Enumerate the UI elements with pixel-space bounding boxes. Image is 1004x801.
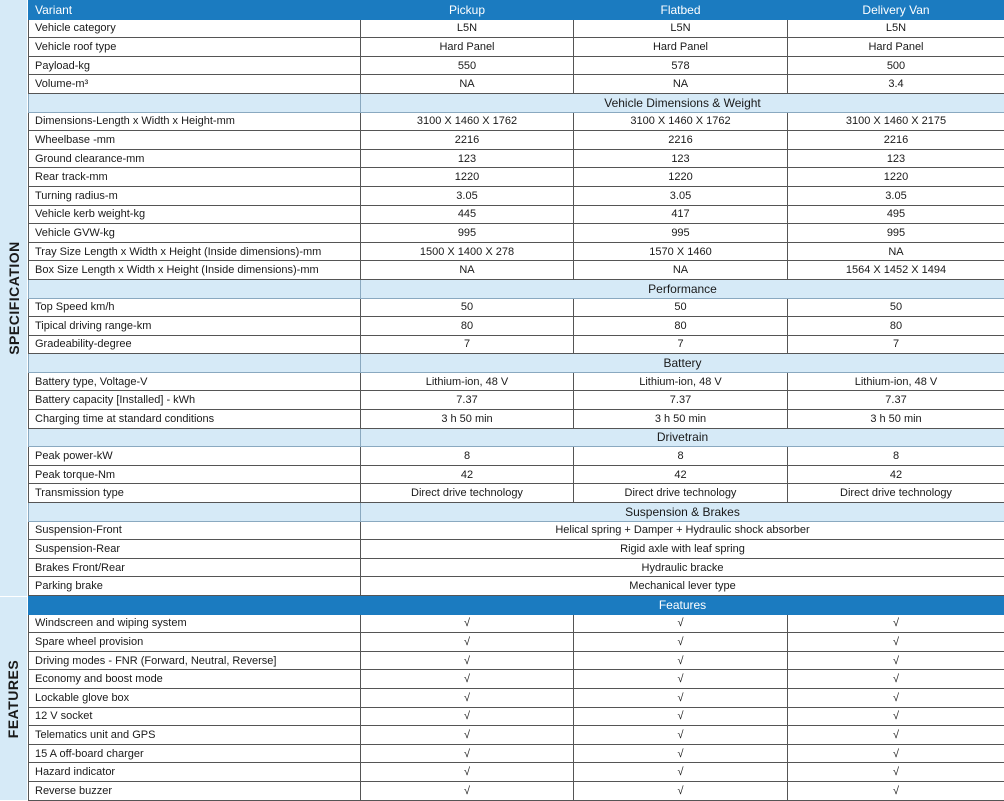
row-value: 3.05	[361, 186, 574, 205]
feature-row	[29, 651, 1004, 670]
row-value: 123	[574, 149, 788, 168]
table-row	[29, 38, 1004, 57]
row-value: 50	[574, 298, 788, 317]
row-label: Transmission type	[29, 484, 361, 503]
table-row	[29, 410, 1004, 429]
table-row	[29, 224, 1004, 243]
row-value: L5N	[788, 19, 1004, 38]
section-header-spacer	[29, 428, 361, 447]
row-value: 3100 X 1460 X 1762	[361, 112, 574, 131]
check-icon: √	[574, 726, 788, 745]
row-value: 80	[788, 317, 1004, 336]
row-label: Parking brake	[29, 577, 361, 596]
section-header-row	[29, 428, 1004, 447]
check-icon: √	[574, 781, 788, 800]
section-title: Performance	[361, 279, 1004, 298]
row-label: Vehicle GVW-kg	[29, 224, 361, 243]
variant-header-label: Variant	[29, 1, 361, 20]
feature-label: Spare wheel provision	[29, 633, 361, 652]
row-value: 1564 X 1452 X 1494	[788, 261, 1004, 280]
side-label-features	[0, 597, 27, 800]
row-label: Box Size Length x Width x Height (Inside dimensions)-mm	[29, 261, 361, 280]
row-value: 50	[361, 298, 574, 317]
feature-row	[29, 763, 1004, 782]
row-value: 2216	[361, 131, 574, 150]
table-row	[29, 298, 1004, 317]
check-icon: √	[361, 651, 574, 670]
check-icon: √	[788, 670, 1004, 689]
row-label: Battery capacity [Installed] - kWh	[29, 391, 361, 410]
check-icon: √	[788, 633, 1004, 652]
side-label-specification-text: SPECIFICATION	[6, 241, 22, 355]
section-header-row	[29, 279, 1004, 298]
row-label: Top Speed km/h	[29, 298, 361, 317]
row-value: Lithium-ion, 48 V	[574, 372, 788, 391]
row-label: Peak power-kW	[29, 447, 361, 466]
row-value: 2216	[788, 131, 1004, 150]
section-header-spacer	[29, 279, 361, 298]
row-value: 80	[361, 317, 574, 336]
table-row	[29, 242, 1004, 261]
row-value: 7	[788, 335, 1004, 354]
row-value: Hard Panel	[788, 38, 1004, 57]
row-value: 3100 X 1460 X 1762	[574, 112, 788, 131]
variant-header-cell: Pickup	[361, 1, 574, 20]
feature-row	[29, 688, 1004, 707]
table-row	[29, 335, 1004, 354]
check-icon: √	[788, 651, 1004, 670]
table-row	[29, 149, 1004, 168]
check-icon: √	[361, 633, 574, 652]
table-row	[29, 521, 1004, 540]
section-header-row	[29, 93, 1004, 112]
row-merged-value: Rigid axle with leaf spring	[361, 540, 1004, 559]
check-icon: √	[361, 744, 574, 763]
row-value: 7.37	[788, 391, 1004, 410]
section-header-spacer	[29, 93, 361, 112]
features-title: Features	[361, 596, 1004, 615]
row-value: L5N	[574, 19, 788, 38]
feature-label: 12 V socket	[29, 707, 361, 726]
check-icon: √	[788, 763, 1004, 782]
table-row	[29, 540, 1004, 559]
section-title: Suspension & Brakes	[361, 503, 1004, 522]
row-value: Hard Panel	[574, 38, 788, 57]
row-label: Wheelbase -mm	[29, 131, 361, 150]
row-value: Lithium-ion, 48 V	[361, 372, 574, 391]
row-value: Direct drive technology	[574, 484, 788, 503]
row-merged-value: Helical spring + Damper + Hydraulic shock absorber	[361, 521, 1004, 540]
row-value: 445	[361, 205, 574, 224]
row-value: 1220	[788, 168, 1004, 187]
row-label: Vehicle category	[29, 19, 361, 38]
row-value: 2216	[574, 131, 788, 150]
feature-label: Driving modes - FNR (Forward, Neutral, Reverse]	[29, 651, 361, 670]
row-value: 3 h 50 min	[788, 410, 1004, 429]
row-label: Vehicle kerb weight-kg	[29, 205, 361, 224]
row-value: 1570 X 1460	[574, 242, 788, 261]
row-value: NA	[361, 261, 574, 280]
row-label: Dimensions-Length x Width x Height-mm	[29, 112, 361, 131]
check-icon: √	[788, 688, 1004, 707]
section-header-row	[29, 354, 1004, 373]
row-value: 1220	[574, 168, 788, 187]
spec-table-body	[29, 1, 1004, 801]
row-value: 1220	[361, 168, 574, 187]
spec-table	[28, 0, 1004, 801]
feature-row	[29, 726, 1004, 745]
feature-label: Windscreen and wiping system	[29, 614, 361, 633]
row-value: NA	[574, 75, 788, 94]
check-icon: √	[361, 688, 574, 707]
side-label-specification	[0, 0, 27, 597]
row-label: Ground clearance-mm	[29, 149, 361, 168]
table-row	[29, 205, 1004, 224]
check-icon: √	[574, 651, 788, 670]
row-label: Charging time at standard conditions	[29, 410, 361, 429]
table-row	[29, 447, 1004, 466]
table-row	[29, 391, 1004, 410]
table-row	[29, 261, 1004, 280]
table-row	[29, 465, 1004, 484]
row-value: NA	[574, 261, 788, 280]
row-label: Suspension-Front	[29, 521, 361, 540]
row-value: L5N	[361, 19, 574, 38]
check-icon: √	[574, 614, 788, 633]
feature-label: Telematics unit and GPS	[29, 726, 361, 745]
row-label: Tray Size Length x Width x Height (Inside dimensions)-mm	[29, 242, 361, 261]
row-value: NA	[361, 75, 574, 94]
row-value: 7.37	[574, 391, 788, 410]
check-icon: √	[361, 707, 574, 726]
check-icon: √	[361, 763, 574, 782]
section-header-spacer	[29, 503, 361, 522]
check-icon: √	[361, 670, 574, 689]
row-value: 3 h 50 min	[361, 410, 574, 429]
row-label: Volume-m³	[29, 75, 361, 94]
row-value: 123	[361, 149, 574, 168]
row-value: 8	[788, 447, 1004, 466]
row-value: 42	[574, 465, 788, 484]
table-row	[29, 577, 1004, 596]
row-label: Battery type, Voltage-V	[29, 372, 361, 391]
row-value: Direct drive technology	[788, 484, 1004, 503]
row-value: 500	[788, 56, 1004, 75]
row-label: Gradeability-degree	[29, 335, 361, 354]
row-label: Rear track-mm	[29, 168, 361, 187]
row-value: 80	[574, 317, 788, 336]
row-value: Direct drive technology	[361, 484, 574, 503]
row-value: Hard Panel	[361, 38, 574, 57]
check-icon: √	[788, 781, 1004, 800]
side-label-features-text: FEATURES	[6, 659, 22, 737]
table-row	[29, 168, 1004, 187]
row-value: 50	[788, 298, 1004, 317]
row-label: Peak torque-Nm	[29, 465, 361, 484]
section-header-row	[29, 503, 1004, 522]
row-merged-value: Hydraulic bracke	[361, 558, 1004, 577]
row-value: 3.4	[788, 75, 1004, 94]
row-value: 495	[788, 205, 1004, 224]
row-value: 7	[574, 335, 788, 354]
feature-label: 15 A off-board charger	[29, 744, 361, 763]
section-title: Battery	[361, 354, 1004, 373]
check-icon: √	[361, 614, 574, 633]
variant-header-row	[29, 1, 1004, 20]
row-value: 8	[574, 447, 788, 466]
section-title: Vehicle Dimensions & Weight	[361, 93, 1004, 112]
row-value: 3.05	[574, 186, 788, 205]
check-icon: √	[574, 763, 788, 782]
check-icon: √	[788, 707, 1004, 726]
row-label: Payload-kg	[29, 56, 361, 75]
feature-label: Lockable glove box	[29, 688, 361, 707]
row-value: 42	[361, 465, 574, 484]
check-icon: √	[788, 726, 1004, 745]
check-icon: √	[788, 744, 1004, 763]
features-header-spacer	[29, 596, 361, 615]
feature-row	[29, 781, 1004, 800]
table-row	[29, 56, 1004, 75]
check-icon: √	[574, 707, 788, 726]
row-value: 995	[788, 224, 1004, 243]
row-value: 3100 X 1460 X 2175	[788, 112, 1004, 131]
row-value: 995	[574, 224, 788, 243]
table-row	[29, 484, 1004, 503]
feature-row	[29, 633, 1004, 652]
table-row	[29, 112, 1004, 131]
check-icon: √	[574, 688, 788, 707]
feature-label: Economy and boost mode	[29, 670, 361, 689]
row-value: 1500 X 1400 X 278	[361, 242, 574, 261]
feature-row	[29, 707, 1004, 726]
check-icon: √	[361, 726, 574, 745]
feature-row	[29, 614, 1004, 633]
table-row	[29, 75, 1004, 94]
row-value: 42	[788, 465, 1004, 484]
row-value: 417	[574, 205, 788, 224]
variant-header-cell: Flatbed	[574, 1, 788, 20]
check-icon: √	[574, 744, 788, 763]
table-row	[29, 372, 1004, 391]
table-row	[29, 131, 1004, 150]
feature-row	[29, 670, 1004, 689]
row-value: Lithium-ion, 48 V	[788, 372, 1004, 391]
feature-label: Hazard indicator	[29, 763, 361, 782]
feature-label: Reverse buzzer	[29, 781, 361, 800]
row-value: 3.05	[788, 186, 1004, 205]
row-value: 3 h 50 min	[574, 410, 788, 429]
section-title: Drivetrain	[361, 428, 1004, 447]
row-value: 550	[361, 56, 574, 75]
row-value: 578	[574, 56, 788, 75]
row-value: 7	[361, 335, 574, 354]
row-value: 995	[361, 224, 574, 243]
section-header-spacer	[29, 354, 361, 373]
table-row	[29, 558, 1004, 577]
check-icon: √	[574, 670, 788, 689]
feature-row	[29, 744, 1004, 763]
table-row	[29, 19, 1004, 38]
table-row	[29, 186, 1004, 205]
row-value: NA	[788, 242, 1004, 261]
row-value: 8	[361, 447, 574, 466]
row-value: 7.37	[361, 391, 574, 410]
check-icon: √	[361, 781, 574, 800]
check-icon: √	[788, 614, 1004, 633]
row-label: Tipical driving range-km	[29, 317, 361, 336]
row-value: 123	[788, 149, 1004, 168]
table-row	[29, 317, 1004, 336]
row-label: Brakes Front/Rear	[29, 558, 361, 577]
variant-header-cell: Delivery Van	[788, 1, 1004, 20]
row-label: Turning radius-m	[29, 186, 361, 205]
features-header-row	[29, 596, 1004, 615]
row-merged-value: Mechanical lever type	[361, 577, 1004, 596]
check-icon: √	[574, 633, 788, 652]
row-label: Suspension-Rear	[29, 540, 361, 559]
row-label: Vehicle roof type	[29, 38, 361, 57]
